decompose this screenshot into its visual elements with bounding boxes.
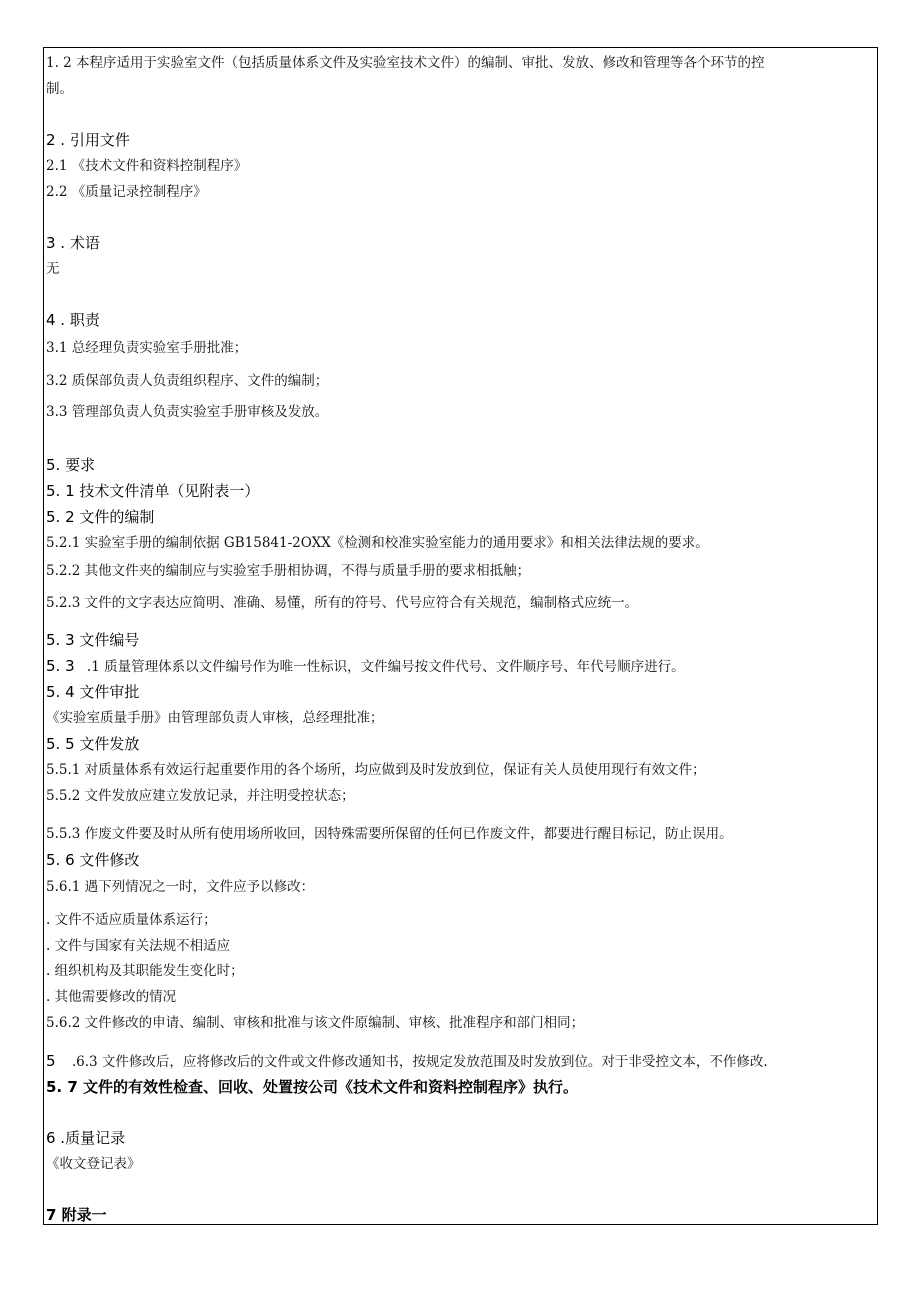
item-5-5-1: 5.5.1 对质量体系有效运行起重要作用的各个场所，均应做到及时发放到位，保证有关人员使用现行有效文件； <box>46 762 706 778</box>
section-2-heading: 2 . 引用文件 <box>46 131 130 149</box>
section-7-heading: 7 附录一 <box>46 1206 107 1224</box>
section-5-3-heading: 5. 3 文件编号 <box>46 631 140 649</box>
item-5-5-3: 5.5.3 作废文件要及时从所有使用场所收回，因特殊需要所保留的任何已作废文件，都要进行醒目标记，防止误用。 <box>46 826 733 842</box>
section-5-2-heading: 5. 2 文件的编制 <box>46 508 155 526</box>
item-5-6-3-text: .6.3 文件修改后，应将修改后的文件或文件修改通知书，按规定发放范围及时发放到位。对于非受控文本，不作修改. <box>71 1054 768 1070</box>
item-5-3-1-text: .1 质量管理体系以文件编号作为唯一性标识，文件编号按文件代号、文件顺序号、年代号顺序进行。 <box>86 659 685 675</box>
modify-case-2: . 文件与国家有关法规不相适应 <box>46 938 231 954</box>
modify-case-3: . 组织机构及其职能发生变化时； <box>46 963 244 979</box>
item-5-6-3 <box>46 1052 768 1071</box>
section-4-heading: 4 . 职责 <box>46 311 100 329</box>
item-5-2-3: 5.2.3 文件的文字表达应简明、准确、易懂，所有的符号、代号应符合有关规范，编制格式应统一。 <box>46 595 639 611</box>
item-5-6-1: 5.6.1 遇下列情况之一时，文件应予以修改： <box>46 879 315 895</box>
item-5-6-3-number: 5 <box>46 1052 56 1070</box>
scope-paragraph-end: 制。 <box>46 81 73 97</box>
quality-record-item: 《收文登记表》 <box>46 1156 141 1172</box>
reference-2-2: 2.2 《质量记录控制程序》 <box>46 184 207 200</box>
modify-case-1: . 文件不适应质量体系运行； <box>46 912 217 928</box>
duty-3-1: 3.1 总经理负责实验室手册批准； <box>46 340 248 356</box>
item-5-6-2: 5.6.2 文件修改的申请、编制、审核和批准与该文件原编制、审核、批准程序和部门相同； <box>46 1015 585 1031</box>
section-5-1-heading: 5. 1 技术文件清单（见附表一） <box>46 482 260 500</box>
terms-none: 无 <box>46 261 60 277</box>
document-frame <box>43 47 878 1225</box>
reference-2-1: 2.1 《技术文件和资料控制程序》 <box>46 158 248 174</box>
section-3-heading: 3 . 术语 <box>46 234 100 252</box>
item-5-2-1: 5.2.1 实验室手册的编制依据 GB15841-2OXX《检测和校准实验室能力的通用要求》和相关法律法规的要求。 <box>46 535 709 551</box>
item-5-3-1 <box>46 657 685 676</box>
section-5-heading: 5. 要求 <box>46 456 96 474</box>
item-5-3-1-number: 5. 3 <box>46 657 75 675</box>
scope-paragraph: 1. 2 本程序适用于实验室文件（包括质量体系文件及实验室技术文件）的编制、审批、发放、修改和管理等各个环节的控 <box>46 55 765 71</box>
section-5-4-heading: 5. 4 文件审批 <box>46 683 140 701</box>
section-5-6-heading: 5. 6 文件修改 <box>46 851 140 869</box>
duty-3-2: 3.2 质保部负责人负责组织程序、文件的编制； <box>46 373 329 389</box>
item-5-2-2: 5.2.2 其他文件夹的编制应与实验室手册相协调，不得与质量手册的要求相抵触； <box>46 563 531 579</box>
section-6-heading: 6 .质量记录 <box>46 1129 126 1147</box>
approval-text: 《实验室质量手册》由管理部负责人审核，总经理批准； <box>46 710 384 726</box>
section-5-7-heading: 5. 7 文件的有效性检查、回收、处置按公司《技术文件和资料控制程序》执行。 <box>46 1078 579 1096</box>
section-5-5-heading: 5. 5 文件发放 <box>46 735 140 753</box>
modify-case-4: . 其他需要修改的情况 <box>46 989 177 1005</box>
item-5-5-2: 5.5.2 文件发放应建立发放记录，并注明受控状态； <box>46 788 355 804</box>
duty-3-3: 3.3 管理部负责人负责实验室手册审核及发放。 <box>46 404 329 420</box>
